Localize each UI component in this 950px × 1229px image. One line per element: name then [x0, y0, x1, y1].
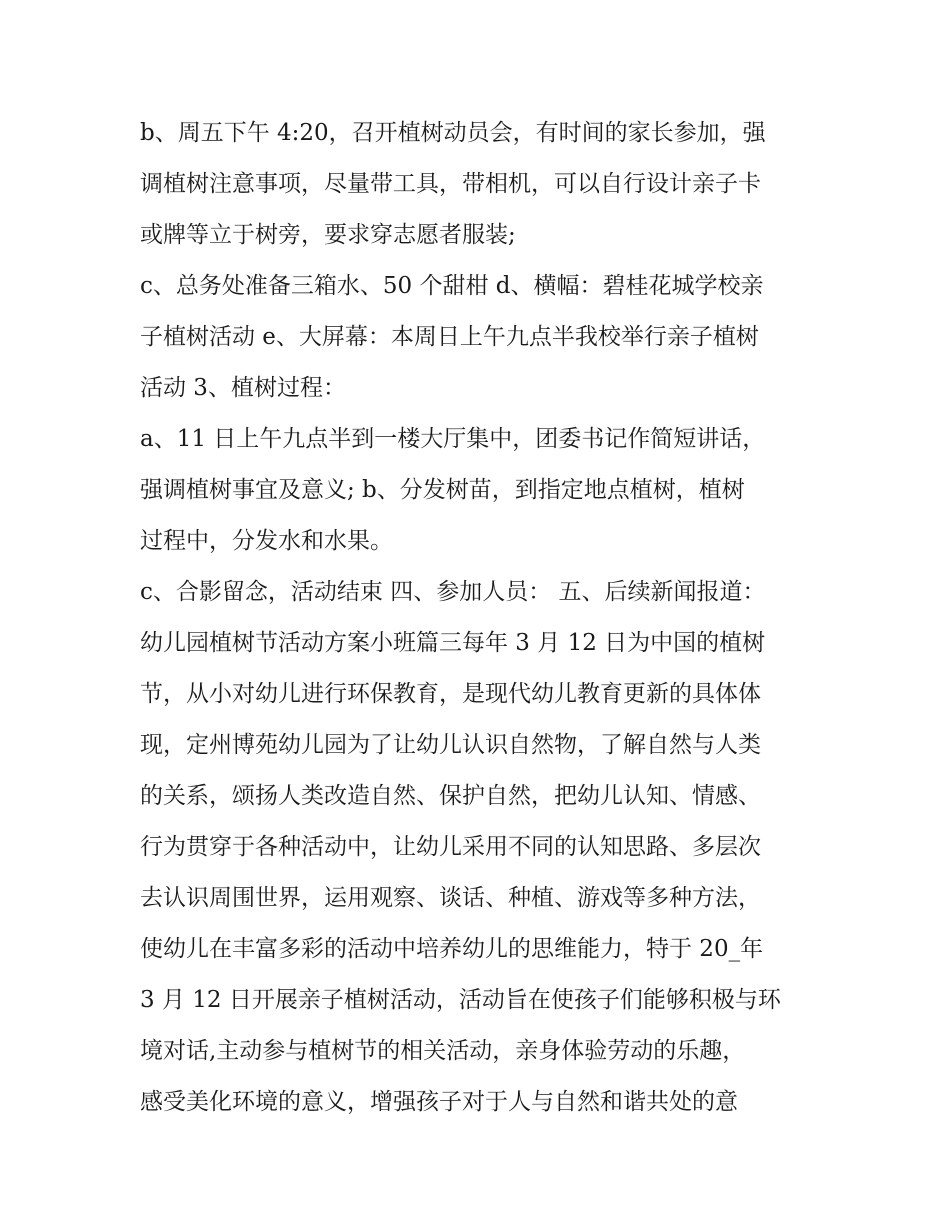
text-line: 或牌等立于树旁，要求穿志愿者服装;	[140, 222, 516, 248]
text-line: 子植树活动 e、大屏幕：本周日上午九点半我校举行亲子植树	[140, 324, 759, 350]
text-line: 去认识周围世界，运用观察、谈话、种植、游戏等多种方法，	[140, 885, 761, 911]
text-line: 调植树注意事项，尽量带工具，带相机，可以自行设计亲子卡	[140, 171, 761, 197]
text-line: 幼儿园植树节活动方案小班篇三每年 3 月 12 日为中国的植树	[140, 630, 766, 656]
text-line: 过程中，分发水和水果。	[140, 528, 393, 554]
text-line: c、总务处准备三箱水、50 个甜柑 d、横幅：碧桂花城学校亲	[140, 273, 764, 299]
text-line: 活动 3、植树过程：	[140, 375, 346, 401]
text-line: b、周五下午 4:20，召开植树动员会，有时间的家长参加，强	[140, 120, 766, 146]
text-line: 使幼儿在丰富多彩的活动中培养幼儿的思维能力，特于 20_年	[140, 936, 764, 962]
text-line: 行为贯穿于各种活动中，让幼儿采用不同的认知思路、多层次	[140, 834, 761, 860]
text-line: 3 月 12 日开展亲子植树活动，活动旨在使孩子们能够积极与环	[140, 987, 781, 1013]
text-line: 节，从小对幼儿进行环保教育，是现代幼儿教育更新的具体体	[140, 681, 761, 707]
text-line: 强调植树事宜及意义; b、分发树苗，到指定地点植树，植树	[140, 477, 745, 503]
document-body	[140, 108, 820, 1128]
text-line: 境对话,主动参与植树节的相关活动，亲身体验劳动的乐趣，	[140, 1038, 746, 1064]
text-line: a、11 日上午九点半到一楼大厅集中，团委书记作简短讲话，	[140, 426, 766, 452]
text-line: 感受美化环境的意义，增强孩子对于人与自然和谐共处的意	[140, 1089, 738, 1115]
text-line: 现，定州博苑幼儿园为了让幼儿认识自然物，了解自然与人类	[140, 732, 761, 758]
text-line: c、合影留念，活动结束 四、参加人员： 五、后续新闻报道：	[140, 579, 766, 605]
text-line: 的关系，颂扬人类改造自然、保护自然，把幼儿认知、情感、	[140, 783, 761, 809]
